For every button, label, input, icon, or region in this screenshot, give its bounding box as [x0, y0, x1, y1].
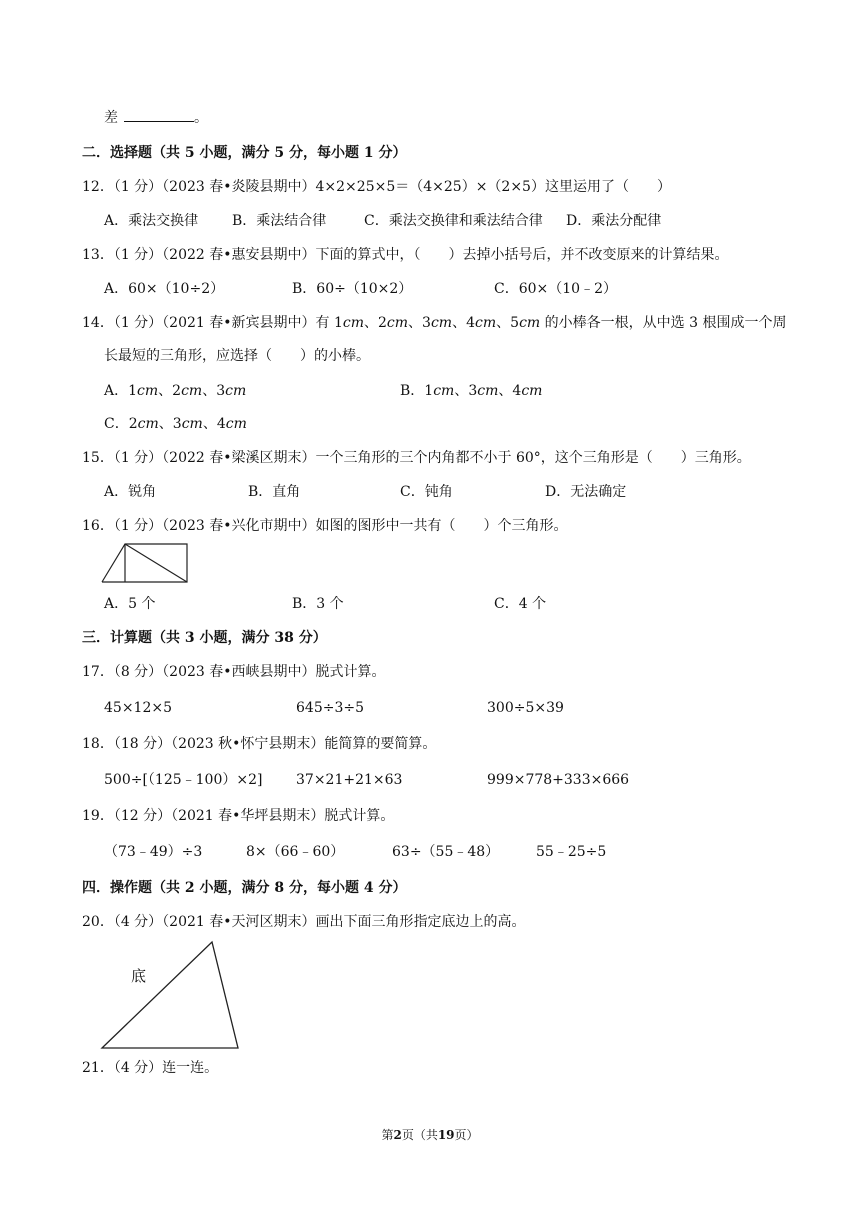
footer-middle: 页（共 — [401, 1128, 438, 1142]
q17-expression-3: 300÷5×39 — [487, 700, 564, 716]
q16-stem: 16．（1 分）（2023 春•兴化市期中）如图的图形中一共有（ ）个三角形。 — [82, 518, 568, 534]
length-2: 2 — [378, 315, 387, 331]
q11-tail-period: 。 — [194, 110, 208, 126]
unit-cm: cm — [475, 315, 497, 331]
q19-expression-1: （73﹣49）÷3 — [104, 844, 203, 860]
q12-option-c[interactable]: C．乘法交换律和乘法结合律 — [364, 213, 543, 229]
q17-stem: 17．（8 分）（2023 春•西峡县期中）脱式计算。 — [82, 664, 386, 680]
q14-stem-line-1 — [82, 313, 786, 333]
q12-option-d[interactable]: D．乘法分配律 — [566, 213, 662, 229]
q15-option-a[interactable]: A．锐角 — [104, 484, 157, 500]
q12-option-a[interactable]: A．乘法交换律 — [104, 213, 199, 229]
unit-cm: cm — [386, 315, 409, 331]
figure-diagonal-line — [125, 544, 187, 582]
q20-stem: 20．（4 分）（2021 春•天河区期末）画出下面三角形指定底边上的高。 — [82, 914, 526, 930]
q15-stem: 15．（1 分）（2022 春•梁溪区期末）一个三角形的三个内角都不小于 60°，这个三角形是（ ）三角形。 — [82, 450, 751, 466]
q16-option-c[interactable]: C．4 个 — [494, 596, 547, 612]
q16-triangle-figure — [101, 542, 191, 584]
q18-stem: 18．（18 分）（2023 秋•怀宁县期末）能简算的要简算。 — [82, 736, 437, 752]
q18-expression-2: 37×21+21×63 — [296, 772, 403, 788]
q18-expression-1: 500÷[（125﹣100）×2] — [104, 772, 263, 788]
page-footer — [0, 1126, 860, 1143]
q14-stem-prefix: 14．（1 分）（2021 春•新宾县期中）有 1 — [82, 315, 343, 331]
separator: 、 — [452, 315, 467, 331]
footer-suffix: 页） — [454, 1128, 479, 1142]
separator: 、 — [364, 315, 378, 331]
unit-cm: cm — [342, 315, 364, 331]
separator: 、 — [408, 315, 423, 331]
length-3: 3 — [422, 315, 431, 331]
section-4-title: 四．操作题（共 2 小题，满分 8 分，每小题 4 分） — [82, 880, 407, 896]
q15-option-c[interactable]: C．钝角 — [400, 484, 453, 500]
footer-prefix: 第 — [381, 1128, 394, 1142]
q19-expression-4: 55﹣25÷5 — [536, 844, 607, 860]
q15-option-b[interactable]: B．直角 — [248, 484, 301, 500]
length-4: 4 — [466, 315, 476, 331]
q19-expression-3: 63÷（55﹣48） — [392, 844, 500, 860]
q14-option-b[interactable]: B．1cm、3cm、4cm — [400, 383, 543, 399]
q17-expression-1: 45×12×5 — [104, 700, 172, 716]
q16-option-b[interactable]: B．3 个 — [292, 596, 344, 612]
q14-option-a[interactable]: A．1cm、2cm、3cm — [104, 383, 247, 399]
q13-option-b[interactable]: B．60÷（10×2） — [292, 281, 413, 297]
q12-option-b[interactable]: B．乘法结合律 — [232, 213, 327, 229]
q14-stem-suffix: 的小棒各一根，从中选 3 根围成一个周 — [540, 315, 787, 331]
q14-stem-line-2: 长最短的三角形，应选择（ ）的小棒。 — [104, 348, 370, 364]
figure-outline — [102, 544, 187, 582]
q20-triangle-figure — [100, 938, 242, 1050]
q15-option-d[interactable]: D．无法确定 — [545, 484, 627, 500]
q11-tail-text: 差 — [104, 110, 118, 126]
q17-expression-2: 645÷3÷5 — [296, 700, 364, 716]
footer-total-pages: 19 — [437, 1128, 455, 1142]
separator: 、 — [496, 315, 511, 331]
section-3-title: 三．计算题（共 3 小题，满分 38 分） — [82, 630, 327, 646]
q16-option-a[interactable]: A．5 个 — [104, 596, 156, 612]
q13-option-c[interactable]: C．60×（10﹣2） — [494, 281, 617, 297]
footer-page-number: 2 — [393, 1128, 402, 1142]
section-2-title: 二．选择题（共 5 小题，满分 5 分，每小题 1 分） — [82, 145, 407, 161]
base-label: 底 — [131, 967, 147, 985]
q11-tail-line — [104, 108, 208, 128]
unit-cm: cm — [430, 315, 453, 331]
q14-option-c[interactable]: C．2cm、3cm、4cm — [104, 416, 247, 432]
q19-stem: 19．（12 分）（2021 春•华坪县期末）脱式计算。 — [82, 808, 395, 824]
q13-option-a[interactable]: A．60×（10÷2） — [104, 281, 225, 297]
q21-stem: 21．（4 分）连一连。 — [82, 1060, 219, 1076]
length-5: 5 — [510, 315, 520, 331]
q19-expression-2: 8×（66﹣60） — [246, 844, 345, 860]
triangle-outline — [102, 942, 238, 1048]
q18-expression-3: 999×778+333×666 — [487, 772, 630, 788]
q12-stem: 12．（1 分）（2023 春•炎陵县期中）4×2×25×5＝（4×25）×（2×5）这里运用了（ ） — [82, 179, 671, 195]
unit-cm: cm — [519, 315, 541, 331]
answer-blank[interactable] — [124, 109, 194, 122]
q13-stem: 13．（1 分）（2022 春•惠安县期中）下面的算式中，（ ）去掉小括号后，并不改变原来的计算结果。 — [82, 247, 729, 263]
